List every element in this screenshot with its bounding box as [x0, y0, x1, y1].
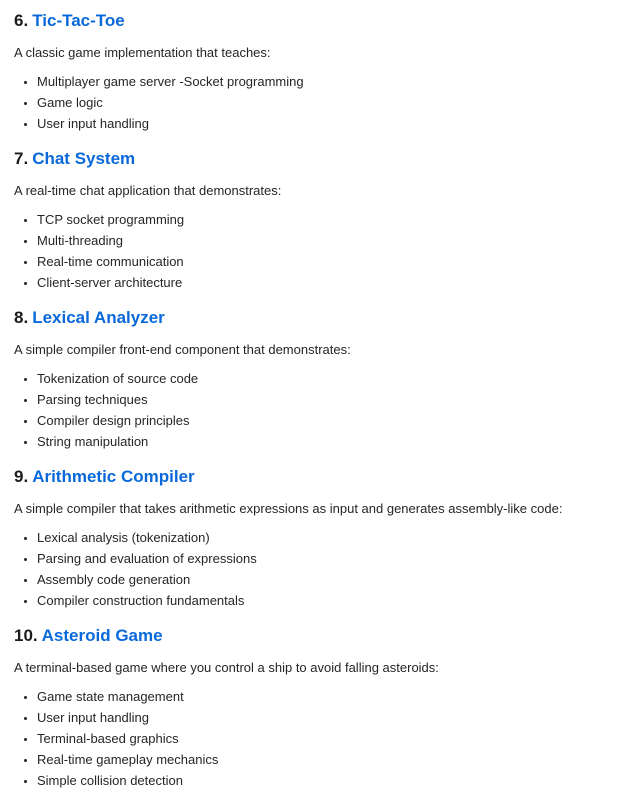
section-heading [14, 10, 615, 31]
section-tic-tac-toe [14, 10, 615, 134]
list-item: • String manipulation [37, 431, 615, 452]
list-item: • Real-time gameplay mechanics [37, 749, 615, 770]
section-chat-system [14, 148, 615, 293]
feature-list [14, 368, 615, 452]
section-asteroid-game [14, 625, 615, 791]
list-item: • Multi-threading [37, 230, 615, 251]
list-item: • User input handling [37, 707, 615, 728]
section-arithmetic-compiler [14, 466, 615, 611]
heading-number: 6. [14, 11, 29, 30]
section-description: A simple compiler that takes arithmetic expressions as input and generates assembly-like code: [14, 501, 563, 516]
section-heading [14, 148, 615, 169]
list-item: • Compiler construction fundamentals [37, 590, 615, 611]
list-item: • Terminal-based graphics [37, 728, 615, 749]
list-item: • Game state management [37, 686, 615, 707]
heading-number: 10. [14, 626, 38, 645]
list-item: • TCP socket programming [37, 209, 615, 230]
section-description: A classic game implementation that teaches: [14, 45, 271, 60]
heading-link[interactable]: Asteroid Game [41, 626, 163, 645]
section-description: A simple compiler front-end component that demonstrates: [14, 342, 351, 357]
list-item: • Real-time communication [37, 251, 615, 272]
list-item: • User input handling [37, 113, 615, 134]
list-item: • Lexical analysis (tokenization) [37, 527, 615, 548]
feature-list [14, 686, 615, 791]
section-heading [14, 466, 615, 487]
list-item: • Simple collision detection [37, 770, 615, 791]
list-item: • Multiplayer game server -Socket programming [37, 71, 615, 92]
list-item: • Tokenization of source code [37, 368, 615, 389]
section-lexical-analyzer [14, 307, 615, 452]
heading-link[interactable]: Tic-Tac-Toe [32, 11, 125, 30]
list-item: • Game logic [37, 92, 615, 113]
heading-number: 8. [14, 308, 29, 327]
section-description: A real-time chat application that demonstrates: [14, 183, 282, 198]
section-heading [14, 625, 615, 646]
list-item: • Parsing techniques [37, 389, 615, 410]
list-item: • Parsing and evaluation of expressions [37, 548, 615, 569]
heading-link[interactable]: Chat System [32, 149, 136, 168]
feature-list [14, 209, 615, 293]
list-item: • Compiler design principles [37, 410, 615, 431]
heading-number: 7. [14, 149, 29, 168]
list-item: • Client-server architecture [37, 272, 615, 293]
list-item: • Assembly code generation [37, 569, 615, 590]
feature-list [14, 527, 615, 611]
heading-number: 9. [14, 467, 29, 486]
section-heading [14, 307, 615, 328]
feature-list [14, 71, 615, 134]
heading-link[interactable]: Lexical Analyzer [32, 308, 165, 327]
section-description: A terminal-based game where you control a ship to avoid falling asteroids: [14, 660, 439, 675]
heading-link[interactable]: Arithmetic Compiler [32, 467, 195, 486]
